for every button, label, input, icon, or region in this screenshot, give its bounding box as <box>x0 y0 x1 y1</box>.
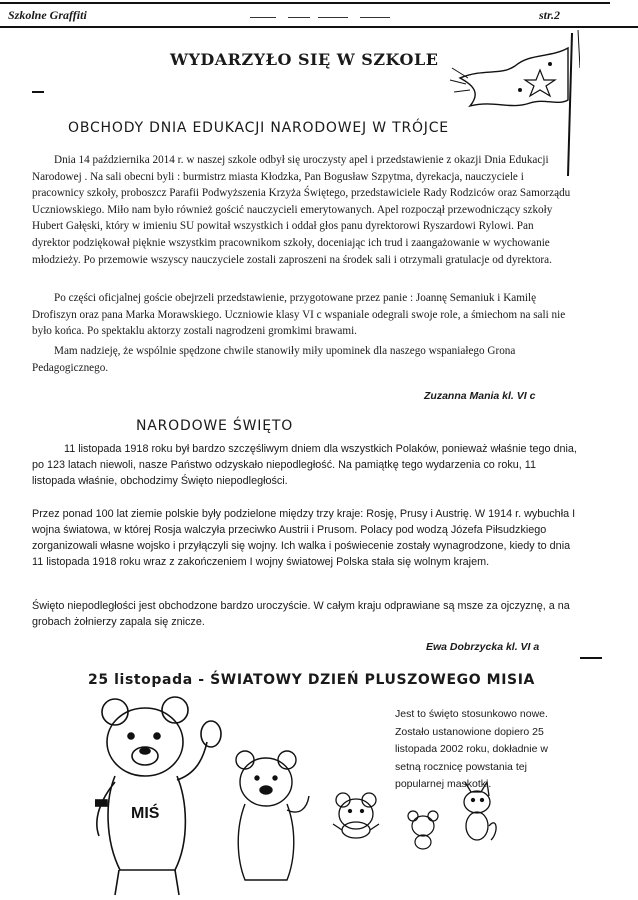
bear-shirt-label: MIŚ <box>131 805 160 822</box>
margin-mark <box>32 91 44 93</box>
header-dash <box>288 17 310 18</box>
header-top-rule <box>0 2 610 4</box>
article2-paragraph: 11 listopada 1918 roku był bardzo szczęśliwym dniem dla wszystkich Polaków, ponieważ właśnie tego dnia, po 123 latach niewoli, nasze Państwo odzyskało niepodległość. Na pamiątkę tego wydarzenia co roku, 11 listopada właśnie, obchodzimy Święto niepodległości. <box>32 443 577 487</box>
main-title: WYDARZYŁO SIĘ W SZKOLE <box>170 50 439 69</box>
article1-paragraph: Mam nadzieję, że wspólnie spędzone chwile stanowiły miły upominek dla naszego wspaniałego Grona Pedagogicznego. <box>32 345 516 374</box>
sitting-bear-icon <box>333 793 379 838</box>
big-bear-icon <box>95 697 221 895</box>
article1-author: Zuzanna Mania kl. VI c <box>424 390 536 402</box>
article2-author: Ewa Dobrzycka kl. VI a <box>426 641 540 653</box>
article3-text: Jest to święto stosunkowo nowe. Zostało ustanowione dopiero 25 listopada 2002 roku, dokładnie w setną rocznicę powstania tej popularnej maskotki. <box>395 708 548 790</box>
article2-paragraph: Przez ponad 100 lat ziemie polskie były podzielone między trzy kraje: Rosję, Prusy i Austrię. W 1914 r. wybuchła I wojna światowa, w której Rosja walczyła przeciwko Austrii i Prusom. Polacy pod wodzą Józefa Piłsudzkiego zorganizowali własne wojsko i przyłączyli się wojny. Ich walka i poświecenie zostały wynagrodzone, kiedy to dnia 11 listopada 1918 roku wraz z zakończeniem I wojny światowej Polska stała się wolnym krajem. <box>32 508 576 568</box>
tiny-bear-icon <box>408 811 438 849</box>
margin-mark <box>580 657 602 659</box>
header-dash <box>250 17 276 18</box>
article2-paragraph: Święto niepodległości jest obchodzone bardzo uroczyście. W całym kraju odprawiane są msze za ojczyznę, a na grobach żołnierzy zapala się znicze. <box>32 600 570 628</box>
article3-title: 25 listopada - ŚWIATOWY DZIEŃ PLUSZOWEGO MISIA <box>88 672 535 688</box>
small-bear-icon <box>236 751 309 880</box>
page-header <box>0 0 638 28</box>
article1-paragraph: Dnia 14 października 2014 r. w naszej szkole odbył się uroczysty apel i przedstawienie z okazji Dnia Edukacji Narodowej . Na sali obecni byli : burmistrz miasta Kłodzka, Pan Bogusław Szpytma, dyrekacja, nauczyciele i pracownicy szkoły, proboszcz Parafii Podwyższenia Krzyża Świętego, przedstawiciele Rady Rodziców oraz Samorządu Uczniowskiego. Miło nam było również gościć nauczycieli emerytowanych. Apel rozpoczął przewodniczący szkoły Hubert Gałęski, który w imieniu SU powitał wszystkich i oddał głos panu dyrektorowi Ryszardowi Rylowi. Pan dyrektor podziękował pięknie wszystkim pracownikom szkoły, doceniając ich trud i zaangażowanie w wychowanie młodzieży. Po przemowie wszyscy nauczyciele zostali zaproszeni na środek sali i otrzymali gratulacje od dyrektora. <box>32 154 571 266</box>
article1-title: OBCHODY DNIA EDUKACJI NARODOWEJ W TRÓJCE <box>68 120 449 136</box>
newspaper-title: Szkolne Graffiti <box>8 8 87 22</box>
page-number: str.2 <box>538 8 560 22</box>
article2-title: NARODOWE ŚWIĘTO <box>136 418 294 434</box>
header-dash <box>318 17 348 18</box>
article1-paragraph: Po części oficjalnej goście obejrzeli przedstawienie, przygotowane przez panie : Joannę Semaniuk i Kamilę Drofiszyn oraz pana Marka Morawskiego. Uczniowie klasy VI c wspaniale odegrali swoje role, a śmiechom na sali nie było końca. Po spektaklu aktorzy zostali nagrodzeni gromkimi brawami. <box>32 292 566 338</box>
header-dash <box>360 17 390 18</box>
